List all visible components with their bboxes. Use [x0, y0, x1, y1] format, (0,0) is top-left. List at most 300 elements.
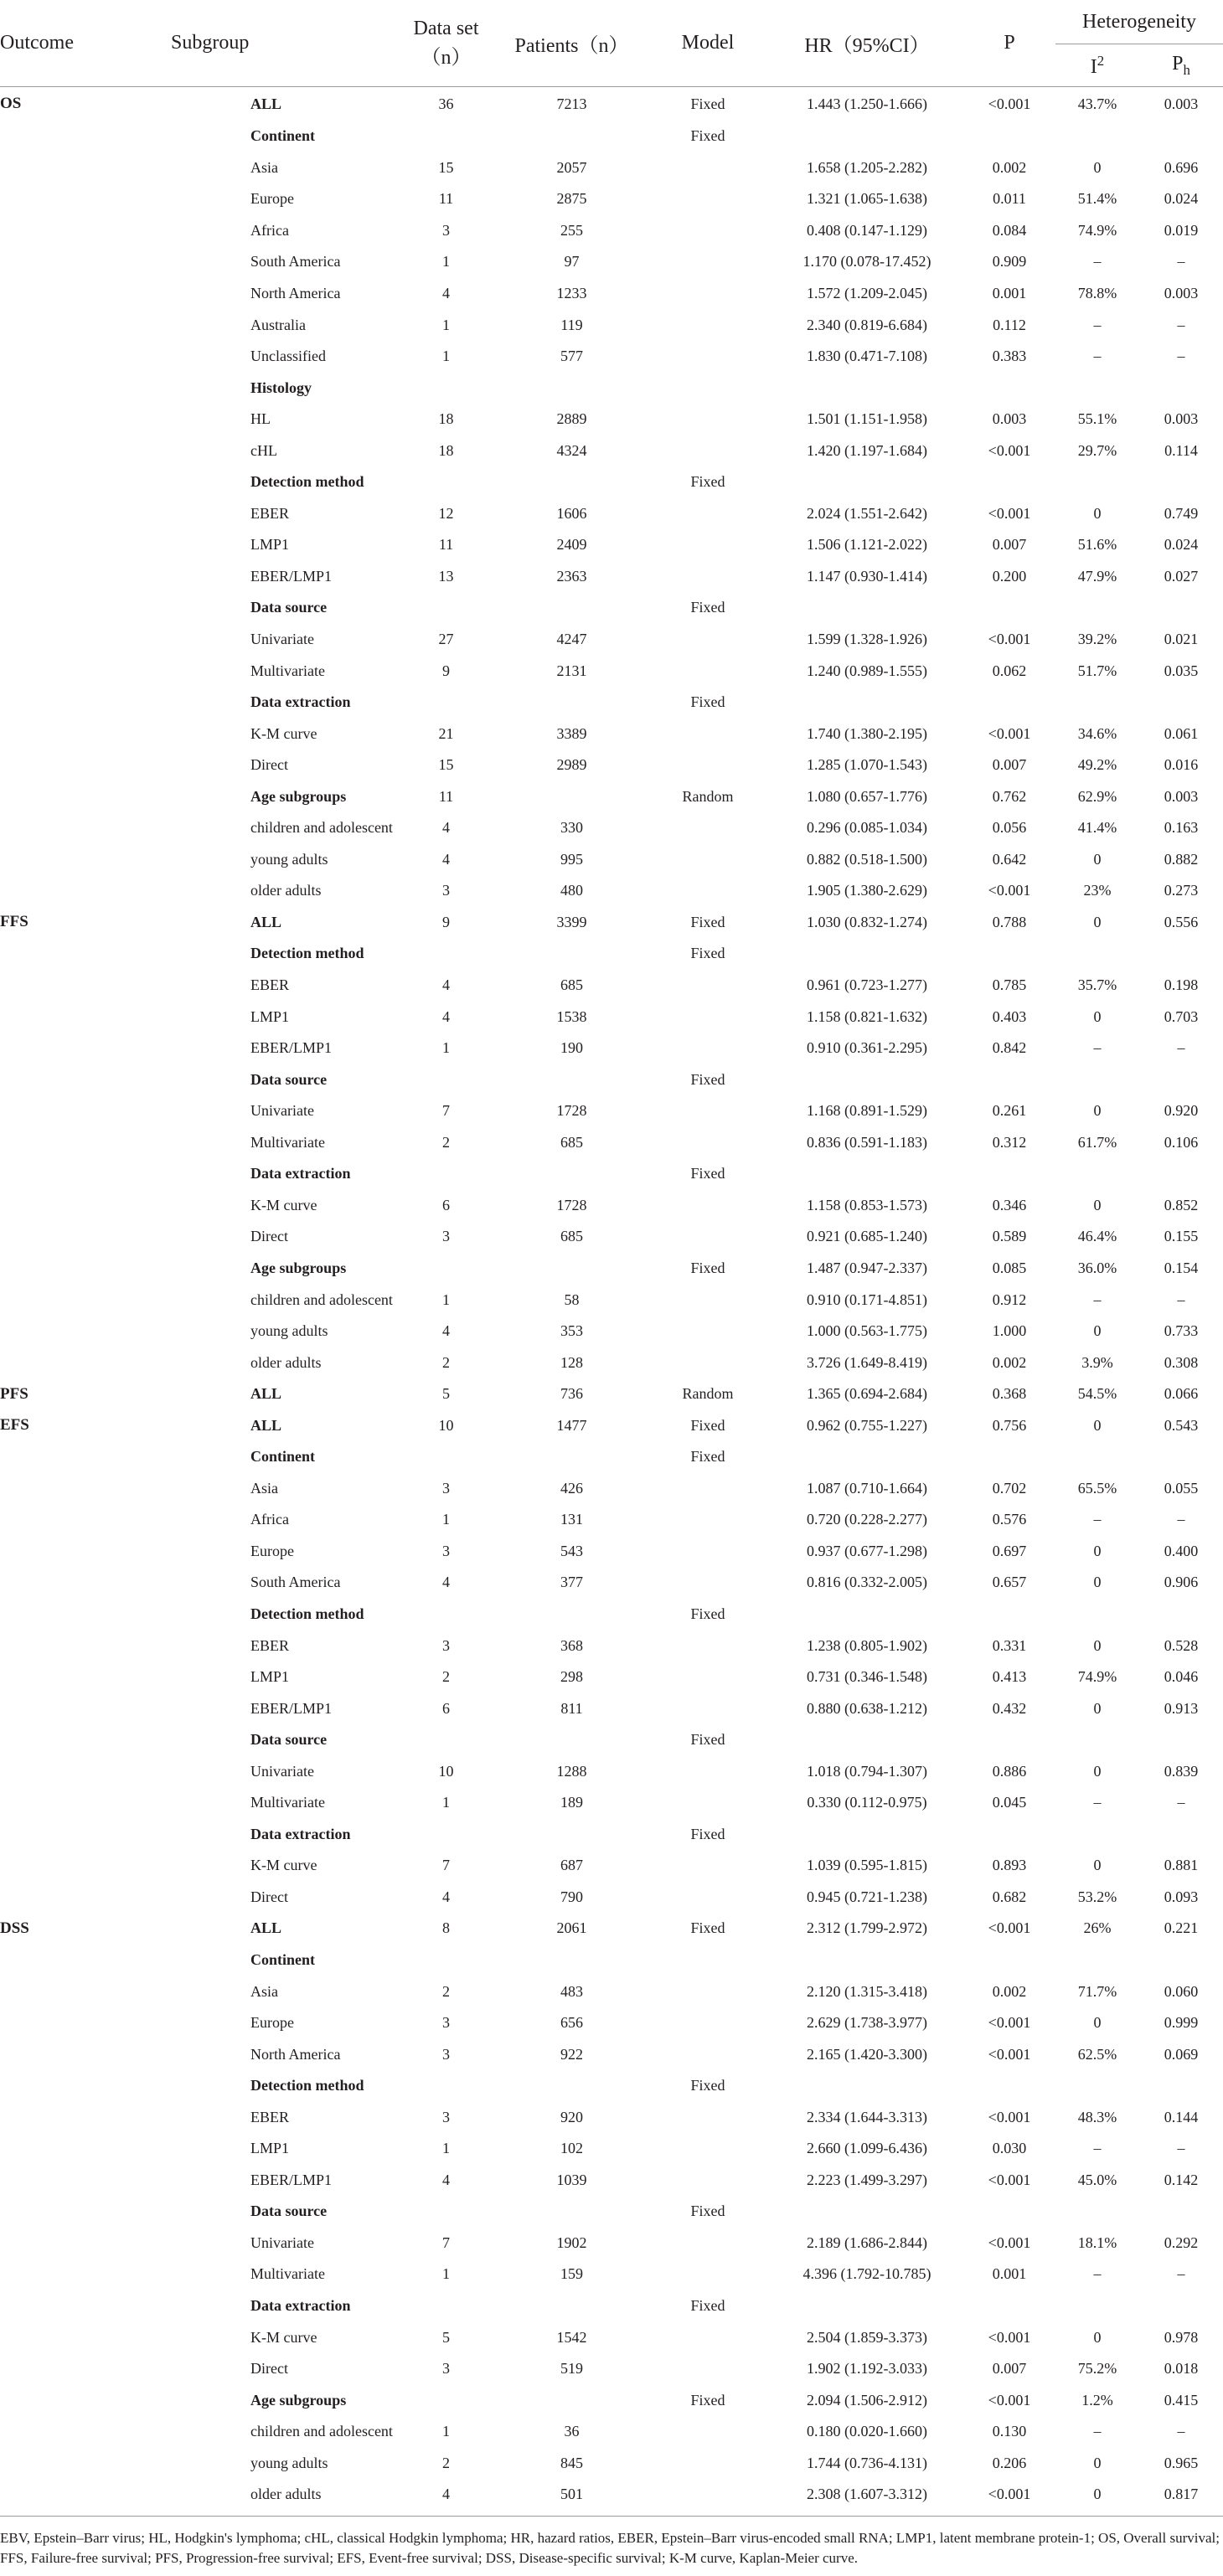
p-value-cell: 0.002 — [992, 158, 1027, 176]
table-row — [0, 278, 1223, 310]
outcome-cell — [0, 1347, 119, 1378]
outcome-cell — [0, 2165, 119, 2197]
dataset-count-cell: 1 — [442, 2265, 450, 2283]
ph-cell: 0.016 — [1164, 756, 1199, 774]
patients-count-cell: 687 — [560, 1857, 583, 1874]
model-cell — [645, 1976, 771, 2007]
outcome-cell — [0, 1033, 119, 1064]
hazard-ratio-cell: 1.238 (0.805-1.902) — [807, 1636, 927, 1654]
dataset-count-cell: 1 — [442, 1794, 450, 1811]
p-value-cell: <0.001 — [988, 2391, 1031, 2409]
outcome-cell — [0, 2447, 119, 2479]
dataset-count-cell: 3 — [442, 2045, 450, 2063]
i2-cell: – — [1093, 1039, 1102, 1057]
patients-count-cell: 685 — [560, 1228, 583, 1245]
model-cell: Fixed — [690, 2077, 725, 2094]
ph-cell: – — [1177, 1291, 1185, 1308]
outcome-cell — [0, 844, 119, 876]
p-value-cell: 0.200 — [992, 567, 1027, 585]
model-cell — [645, 2101, 771, 2133]
i2-cell — [1055, 1599, 1139, 1631]
table-row — [0, 2479, 1223, 2511]
header-hr: HR（95%CI） — [804, 35, 930, 57]
table-row — [0, 1284, 1223, 1316]
p-value-cell: 0.403 — [992, 1007, 1027, 1025]
outcome-cell: FFS — [0, 913, 28, 931]
outcome-cell — [0, 498, 119, 530]
hazard-ratio-cell — [771, 938, 963, 970]
dataset-count-cell — [394, 1819, 498, 1851]
model-cell — [645, 1850, 771, 1882]
hazard-ratio-cell — [771, 1441, 963, 1473]
i2-cell: 71.7% — [1077, 1982, 1117, 2000]
patients-count-cell: 577 — [560, 348, 583, 365]
table-row — [0, 1850, 1223, 1882]
subgroup-cell: South America — [250, 1574, 341, 1591]
outcome-cell: EFS — [0, 1416, 29, 1435]
hazard-ratio-cell — [771, 1724, 963, 1756]
hazard-ratio-cell: 1.487 (0.947-2.337) — [807, 1259, 927, 1276]
patients-count-cell: 1728 — [556, 1102, 587, 1120]
hazard-ratio-cell: 1.905 (1.380-2.629) — [807, 882, 927, 899]
subgroup-cell: EBER/LMP1 — [250, 1699, 333, 1717]
ph-cell: 0.163 — [1164, 819, 1199, 837]
subgroup-cell: Unclassified — [250, 348, 326, 365]
subgroup-cell: Continent — [250, 127, 316, 145]
outcome-cell — [0, 2038, 119, 2070]
model-cell: Fixed — [690, 1259, 725, 1276]
table-row — [0, 561, 1223, 593]
hazard-ratio-cell: 1.321 (1.065-1.638) — [807, 190, 927, 208]
hazard-ratio-cell: 1.420 (1.197-1.684) — [807, 441, 927, 459]
dataset-count-cell: 7 — [442, 2233, 450, 2251]
model-cell — [645, 2228, 771, 2259]
table-row — [0, 2070, 1223, 2102]
p-value-cell: <0.001 — [988, 631, 1031, 648]
subgroup-cell: older adults — [250, 1353, 322, 1371]
outcome-cell — [0, 561, 119, 593]
outcome-cell — [0, 2007, 119, 2039]
outcome-cell — [0, 215, 119, 247]
subgroup-cell: ALL — [250, 1416, 282, 1434]
header-heterogeneity: Heterogeneity — [1055, 0, 1223, 44]
dataset-count-cell: 4 — [442, 285, 450, 301]
ph-cell: 0.106 — [1164, 1133, 1199, 1151]
model-cell — [645, 624, 771, 656]
model-cell: Fixed — [690, 95, 725, 112]
model-cell — [645, 2007, 771, 2039]
i2-cell: 18.1% — [1077, 2233, 1117, 2251]
i2-cell: 0 — [1093, 1007, 1102, 1025]
table-row — [0, 2038, 1223, 2070]
outcome-cell — [0, 1253, 119, 1285]
subgroup-cell: HL — [250, 410, 271, 428]
hazard-ratio-cell: 2.504 (1.859-3.373) — [807, 2328, 927, 2346]
subgroup-cell: LMP1 — [250, 2140, 290, 2157]
dataset-count-cell: 5 — [442, 1385, 450, 1403]
i2-cell: 45.0% — [1077, 2171, 1117, 2188]
i2-cell: 48.3% — [1077, 2108, 1117, 2125]
outcome-cell — [0, 435, 119, 466]
dataset-count-cell: 3 — [442, 2014, 450, 2032]
model-cell — [645, 1473, 771, 1505]
p-value-cell: 0.702 — [992, 1479, 1027, 1497]
ph-cell: 0.019 — [1164, 221, 1199, 239]
subgroup-cell: EBER — [250, 1636, 290, 1654]
patients-count-cell: 811 — [560, 1699, 583, 1717]
model-cell — [645, 1504, 771, 1536]
dataset-count-cell: 1 — [442, 1039, 450, 1057]
table-row — [0, 1409, 1223, 1441]
patients-count-cell: 2363 — [556, 567, 587, 585]
hazard-ratio-cell — [771, 1158, 963, 1190]
ph-cell — [1139, 2290, 1223, 2322]
ph-cell: 0.114 — [1164, 441, 1198, 459]
i2-cell — [1055, 121, 1139, 152]
outcome-cell — [0, 1284, 119, 1316]
ph-cell: – — [1177, 253, 1185, 270]
model-cell: Fixed — [690, 1165, 725, 1182]
i2-cell — [1055, 1064, 1139, 1095]
dataset-count-cell: 6 — [442, 1196, 450, 1213]
table-row — [0, 655, 1223, 687]
p-value-cell: 0.842 — [992, 1039, 1027, 1057]
outcome-cell — [0, 1724, 119, 1756]
model-cell: Fixed — [690, 127, 725, 145]
model-cell — [645, 152, 771, 184]
outcome-cell — [0, 1473, 119, 1505]
hazard-ratio-cell — [771, 466, 963, 498]
p-value-cell: <0.001 — [988, 2328, 1031, 2346]
dataset-count-cell: 13 — [438, 567, 454, 585]
model-cell — [645, 970, 771, 1002]
subgroup-cell: Age subgroups — [250, 787, 347, 805]
table-row — [0, 1536, 1223, 1568]
patients-count-cell: 920 — [560, 2108, 583, 2125]
ph-cell: – — [1177, 1039, 1185, 1057]
patients-count-cell: 1233 — [556, 285, 587, 301]
dataset-count-cell: 11 — [438, 190, 454, 208]
p-value-cell: 0.002 — [992, 1353, 1027, 1371]
table-row — [0, 466, 1223, 498]
p-value-cell: <0.001 — [988, 95, 1031, 112]
subgroup-cell: Asia — [250, 158, 278, 176]
dataset-count-cell: 9 — [442, 662, 450, 679]
subgroup-cell: ALL — [250, 1919, 282, 1937]
p-value-cell — [963, 938, 1055, 970]
model-cell — [645, 1755, 771, 1787]
hazard-ratio-cell: 0.836 (0.591-1.183) — [807, 1133, 927, 1151]
hazard-ratio-cell: 1.740 (1.380-2.195) — [807, 724, 927, 742]
subgroup-cell: Detection method — [250, 945, 364, 962]
table-footnote: EBV, Epstein–Barr virus; HL, Hodgkin's lymphoma; cHL, classical Hodgkin lymphoma; HR, hazard ratios, EBER, Epstein–Barr virus-encoded small RNA; LMP1, latent membrane protein-1; OS, Overall survival; FFS, Failure-free survival; PFS, Progression-free survival; EFS, Event-free survival; DSS, Disease-specific survival; K-M curve, Kaplan-Meier curve. — [0, 2516, 1223, 2568]
p-value-cell: 0.909 — [992, 253, 1027, 270]
p-value-cell — [963, 2290, 1055, 2322]
i2-cell: 65.5% — [1077, 1479, 1117, 1497]
table-row — [0, 938, 1223, 970]
outcome-cell — [0, 875, 119, 907]
patients-count-cell — [498, 1441, 645, 1473]
patients-count-cell: 4247 — [556, 631, 587, 648]
dataset-count-cell — [394, 687, 498, 719]
table-body — [0, 87, 1223, 2511]
ph-cell — [1139, 1599, 1223, 1631]
outcome-cell — [0, 309, 119, 341]
patients-count-cell: 1606 — [556, 504, 587, 522]
model-cell: Fixed — [690, 1919, 725, 1937]
patients-count-cell: 2875 — [556, 190, 587, 208]
hazard-ratio-cell: 0.816 (0.332-2.005) — [807, 1574, 927, 1591]
model-cell: Fixed — [690, 1416, 725, 1434]
hazard-ratio-cell: 0.882 (0.518-1.500) — [807, 850, 927, 868]
outcome-cell — [0, 2101, 119, 2133]
i2-cell: 0 — [1093, 1416, 1102, 1434]
patients-count-cell: 353 — [560, 1322, 583, 1340]
ph-cell — [1139, 2196, 1223, 2228]
p-value-cell: 0.007 — [992, 536, 1027, 554]
i2-cell: 61.7% — [1077, 1133, 1117, 1151]
i2-cell: 0 — [1093, 158, 1102, 176]
i2-cell: 26% — [1083, 1919, 1112, 1937]
i2-cell: – — [1093, 348, 1102, 365]
model-cell: Fixed — [690, 1825, 725, 1842]
subgroup-cell: Age subgroups — [250, 2391, 347, 2409]
model-cell — [645, 404, 771, 435]
subgroup-cell: Africa — [250, 221, 289, 239]
i2-cell: 53.2% — [1077, 1888, 1117, 1905]
hazard-ratio-cell: 1.744 (0.736-4.131) — [807, 2454, 927, 2471]
i2-cell: 0 — [1093, 2014, 1102, 2032]
dataset-count-cell: 10 — [438, 1416, 454, 1434]
table-row — [0, 1221, 1223, 1253]
table-row — [0, 1064, 1223, 1095]
p-value-cell: 0.762 — [992, 787, 1027, 805]
outcome-cell — [0, 1567, 119, 1599]
hazard-ratio-cell: 0.910 (0.171-4.851) — [807, 1291, 927, 1308]
model-cell — [645, 309, 771, 341]
subgroup-cell: North America — [250, 285, 341, 301]
model-cell — [645, 1567, 771, 1599]
p-value-cell — [963, 2070, 1055, 2102]
dataset-count-cell — [394, 2384, 498, 2416]
outcome-cell — [0, 1692, 119, 1724]
dataset-count-cell: 3 — [442, 1228, 450, 1245]
subgroup-cell: Europe — [250, 190, 294, 208]
patients-count-cell: 7213 — [556, 95, 587, 112]
outcome-cell — [0, 466, 119, 498]
p-value-cell: <0.001 — [988, 504, 1031, 522]
i2-cell — [1055, 1724, 1139, 1756]
model-cell: Fixed — [690, 599, 725, 616]
dataset-count-cell: 1 — [442, 2140, 450, 2157]
ph-cell: 0.556 — [1164, 913, 1199, 930]
ph-cell — [1139, 1158, 1223, 1190]
p-value-cell: 0.682 — [992, 1888, 1027, 1905]
ph-cell: – — [1177, 2265, 1185, 2283]
p-value-cell: 0.642 — [992, 850, 1027, 868]
i2-cell — [1055, 592, 1139, 624]
patients-count-cell: 2889 — [556, 410, 587, 428]
table-row — [0, 2196, 1223, 2228]
patients-count-cell: 1039 — [556, 2171, 587, 2188]
table-row — [0, 1001, 1223, 1033]
dataset-count-cell — [394, 121, 498, 152]
patients-count-cell: 1902 — [556, 2233, 587, 2251]
model-cell: Fixed — [690, 693, 725, 711]
outcome-cell: DSS — [0, 1919, 29, 1937]
subgroup-cell: Data extraction — [250, 693, 351, 711]
p-value-cell — [963, 1819, 1055, 1851]
i2-cell: 49.2% — [1077, 756, 1117, 774]
subgroup-cell: EBER/LMP1 — [250, 1039, 333, 1057]
model-cell: Fixed — [690, 1605, 725, 1622]
ph-cell: 0.965 — [1164, 2454, 1199, 2471]
outcome-cell — [0, 2290, 119, 2322]
table-row — [0, 2353, 1223, 2385]
subgroup-cell: EBER/LMP1 — [250, 567, 333, 585]
model-cell — [645, 1347, 771, 1378]
i2-cell: 78.8% — [1077, 285, 1117, 301]
p-value-cell: 0.112 — [993, 316, 1026, 333]
patients-count-cell: 685 — [560, 976, 583, 994]
model-cell — [645, 812, 771, 844]
p-value-cell: 0.056 — [992, 819, 1027, 837]
table-row — [0, 844, 1223, 876]
table-row — [0, 1882, 1223, 1914]
hazard-ratio-cell: 1.443 (1.250-1.666) — [807, 95, 927, 112]
outcome-cell — [0, 1536, 119, 1568]
hazard-ratio-cell: 1.168 (0.891-1.529) — [807, 1102, 927, 1120]
i2-cell — [1055, 2070, 1139, 2102]
subgroup-cell: Data extraction — [250, 2297, 351, 2314]
ph-cell: 0.292 — [1164, 2233, 1199, 2251]
subgroup-cell: Direct — [250, 1228, 288, 1245]
i2-cell: 74.9% — [1077, 1668, 1117, 1686]
outcome-cell — [0, 2321, 119, 2353]
i2-cell: – — [1093, 1794, 1102, 1811]
ph-cell: 0.920 — [1164, 1102, 1199, 1120]
patients-count-cell: 2409 — [556, 536, 587, 554]
dataset-count-cell: 3 — [442, 1542, 450, 1559]
outcome-cell — [0, 1441, 119, 1473]
i2-cell: – — [1093, 253, 1102, 270]
subgroup-cell: Direct — [250, 1888, 288, 1905]
subgroup-cell: Detection method — [250, 1605, 364, 1622]
table-row — [0, 1473, 1223, 1505]
i2-cell: 3.9% — [1081, 1353, 1113, 1371]
table-row — [0, 341, 1223, 373]
p-value-cell: 0.432 — [992, 1699, 1027, 1717]
p-value-cell: 0.007 — [992, 756, 1027, 774]
p-value-cell: <0.001 — [988, 441, 1031, 459]
model-cell — [645, 1882, 771, 1914]
subgroup-cell: Univariate — [250, 1762, 314, 1780]
model-cell: Fixed — [690, 2391, 725, 2409]
model-cell — [645, 1127, 771, 1159]
ph-cell: 0.003 — [1164, 95, 1199, 112]
hazard-ratio-cell: 1.902 (1.192-3.033) — [807, 2360, 927, 2378]
patients-count-cell: 1542 — [556, 2328, 587, 2346]
model-cell — [645, 2165, 771, 2197]
hazard-ratio-cell: 0.180 (0.020-1.660) — [807, 2423, 927, 2440]
subgroup-cell: Data extraction — [250, 1165, 351, 1182]
ph-cell: 0.035 — [1164, 662, 1199, 679]
p-value-cell: 0.007 — [992, 2360, 1027, 2378]
subgroup-cell: Direct — [250, 2360, 288, 2378]
dataset-count-cell: 9 — [442, 913, 450, 930]
model-cell: Fixed — [690, 913, 725, 930]
patients-count-cell: 501 — [560, 2486, 583, 2503]
hazard-ratio-cell: 1.365 (0.694-2.684) — [807, 1385, 927, 1403]
patients-count-cell: 377 — [560, 1574, 583, 1591]
hazard-ratio-cell: 2.340 (0.819-6.684) — [807, 316, 927, 333]
i2-cell: 0 — [1093, 1762, 1102, 1780]
model-cell — [645, 875, 771, 907]
p-value-cell: 0.085 — [992, 1259, 1027, 1276]
subgroup-cell: ALL — [250, 95, 282, 112]
i2-cell: – — [1093, 2423, 1102, 2440]
ph-cell: 0.198 — [1164, 976, 1199, 994]
ph-cell: 0.696 — [1164, 158, 1199, 176]
i2-cell: – — [1093, 2140, 1102, 2157]
table-row — [0, 87, 1223, 121]
dataset-count-cell: 1 — [442, 2423, 450, 2440]
model-cell — [645, 2259, 771, 2290]
subgroup-cell: Data source — [250, 1070, 328, 1088]
hazard-ratio-cell — [771, 2290, 963, 2322]
hazard-ratio-cell: 1.000 (0.563-1.775) — [807, 1322, 927, 1340]
dataset-count-cell: 1 — [442, 1511, 450, 1528]
table-row — [0, 1033, 1223, 1064]
dataset-count-cell: 4 — [442, 1322, 450, 1340]
table-row — [0, 1599, 1223, 1631]
header-dataset: Data set（n） — [413, 17, 479, 69]
patients-count-cell: 3389 — [556, 724, 587, 742]
p-value-cell: 0.893 — [992, 1857, 1027, 1874]
model-cell — [645, 2133, 771, 2165]
subgroup-cell: EBER — [250, 976, 290, 994]
p-value-cell — [963, 372, 1055, 404]
p-value-cell: 0.383 — [992, 348, 1027, 365]
p-value-cell: 0.346 — [992, 1196, 1027, 1213]
dataset-count-cell — [394, 1064, 498, 1095]
patients-count-cell — [498, 2290, 645, 2322]
table-row — [0, 875, 1223, 907]
outcome-cell — [0, 1095, 119, 1127]
outcome-cell — [0, 655, 119, 687]
ph-cell: 0.906 — [1164, 1574, 1199, 1591]
patients-count-cell: 128 — [560, 1353, 583, 1371]
i2-cell: – — [1093, 316, 1102, 333]
i2-cell: – — [1093, 1511, 1102, 1528]
p-value-cell — [963, 466, 1055, 498]
ph-cell: 0.069 — [1164, 2045, 1199, 2063]
p-value-cell: 0.756 — [992, 1416, 1027, 1434]
ph-cell: 0.155 — [1164, 1228, 1199, 1245]
subgroup-cell: North America — [250, 2045, 341, 2063]
p-value-cell: 0.062 — [992, 662, 1027, 679]
subgroup-cell: Histology — [250, 379, 312, 396]
hazard-ratio-cell — [771, 121, 963, 152]
p-value-cell: <0.001 — [988, 2014, 1031, 2032]
patients-count-cell — [498, 1945, 645, 1976]
patients-count-cell: 519 — [560, 2360, 583, 2378]
table-row — [0, 2321, 1223, 2353]
patients-count-cell: 3399 — [556, 913, 587, 930]
hazard-ratio-cell: 0.330 (0.112-0.975) — [807, 1794, 927, 1811]
ph-cell: 0.273 — [1164, 882, 1199, 899]
patients-count-cell: 2057 — [556, 158, 587, 176]
